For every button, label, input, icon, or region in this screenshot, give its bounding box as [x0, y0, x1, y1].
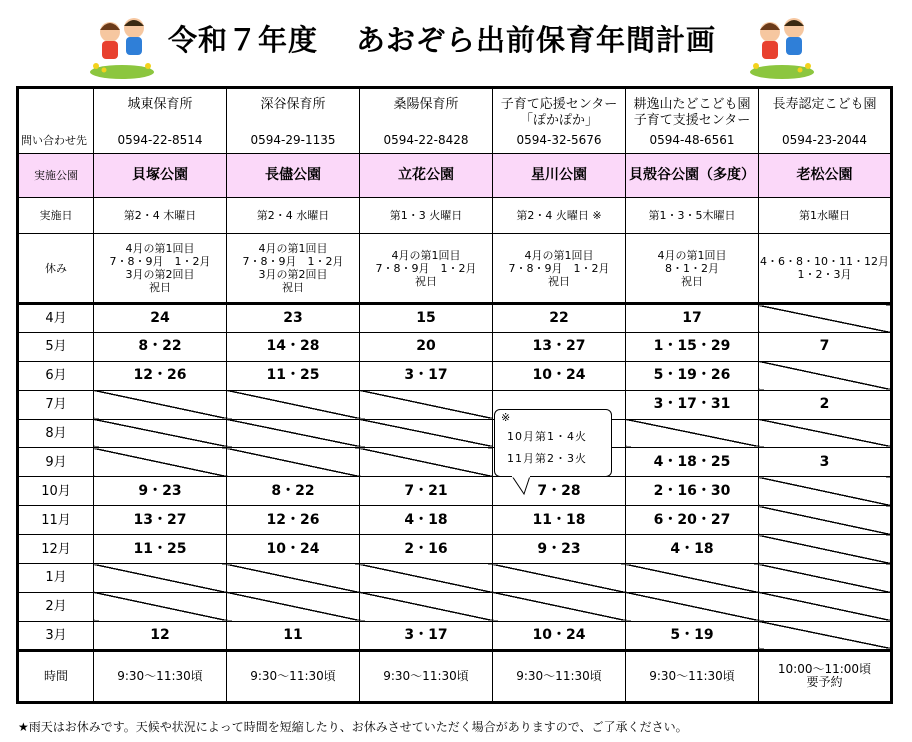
day-label-text: 実施日	[39, 209, 73, 222]
month-cell: 9・23	[94, 477, 227, 506]
month-cell: 11・25	[227, 361, 360, 390]
rest-cell	[493, 234, 626, 304]
month-cell-none	[759, 592, 892, 621]
facility-name	[227, 97, 359, 113]
facility-tel: 0594-23-2044	[781, 133, 867, 147]
month-row	[18, 621, 892, 650]
rest-line: 4月の第1回目	[657, 248, 727, 262]
month-cell-none	[759, 506, 892, 535]
month-cell-none	[626, 419, 759, 448]
day-label	[18, 198, 94, 234]
note-callout	[494, 409, 612, 477]
facility-tel: 0594-29-1135	[250, 133, 336, 147]
time-cell	[94, 650, 227, 702]
page-title	[168, 18, 716, 59]
month-row	[18, 361, 892, 390]
month-cell-none	[759, 564, 892, 593]
facility-tel: 0594-22-8514	[117, 133, 203, 147]
month-cell: 15	[360, 304, 493, 333]
month-cell: 8・22	[94, 332, 227, 361]
facility-name-line: 長寿認定こども園	[772, 97, 877, 112]
rest-line: 3月の第2回目	[125, 268, 195, 281]
month-cell: 7	[759, 332, 892, 361]
time-cell	[493, 650, 626, 702]
rest-line: 7・8・9月 1・2月	[375, 261, 477, 275]
facility-tel: 0594-22-8428	[383, 133, 469, 147]
month-cell: 2	[759, 390, 892, 419]
month-cell: 20	[360, 332, 493, 361]
month-label-text: 6月	[45, 368, 67, 384]
time-line: 9:30～11:30頃	[516, 668, 602, 683]
day-cell: 第1・3 火曜日	[360, 198, 493, 234]
facility-name	[360, 97, 492, 113]
month-label-text: 8月	[45, 426, 67, 441]
month-row	[18, 448, 892, 477]
park-label-text: 実施公園	[34, 169, 78, 182]
note-mark: ※	[501, 411, 511, 424]
facility-name-line: 子育て応援センター	[500, 97, 618, 112]
month-row	[18, 304, 892, 333]
month-cell: 4・18	[360, 506, 493, 535]
month-cell: 23	[227, 304, 360, 333]
month-cell: 3・17	[360, 621, 493, 650]
time-label-text: 時間	[43, 668, 68, 683]
facility-name-line: 桑陽保育所	[393, 97, 459, 112]
month-cell: 13・27	[94, 506, 227, 535]
rest-line: 祝日	[681, 274, 703, 288]
month-cell: 4・18	[626, 535, 759, 564]
month-cell-none	[493, 564, 626, 593]
month-cell-none	[759, 477, 892, 506]
month-cell-none	[759, 621, 892, 650]
facility-name-line: 「ぽかぽか」	[519, 113, 598, 128]
month-label-text: 11月	[41, 512, 71, 528]
contact-label-cell	[18, 88, 94, 154]
time-line: 9:30～11:30頃	[117, 668, 203, 683]
month-cell-none	[626, 592, 759, 621]
month-cell: 9・23	[493, 535, 626, 564]
month-cell-none	[759, 419, 892, 448]
month-cell: 3・17	[360, 361, 493, 390]
children-illustration-icon	[748, 8, 816, 80]
rest-row	[18, 234, 892, 304]
rest-line: 祝日	[282, 281, 304, 294]
month-row	[18, 535, 892, 564]
rest-line: 3月の第2回目	[258, 268, 328, 281]
facility-name-line: 子育て支援センター	[633, 113, 751, 128]
month-cell: 3	[759, 448, 892, 477]
facility-cell	[360, 88, 493, 154]
month-cell-none	[227, 564, 360, 593]
month-cell-none	[94, 564, 227, 593]
month-cell-none	[360, 419, 493, 448]
month-label	[18, 361, 94, 390]
facility-cell	[626, 88, 759, 154]
header	[0, 0, 912, 86]
month-cell: 12・26	[227, 506, 360, 535]
children-illustration-icon	[88, 8, 156, 80]
rest-cell	[759, 234, 892, 304]
footnote: ★雨天はお休みです。天候や状況によって時間を短縮したり、お休みさせていただく場合がありますので、ご了承ください。	[18, 720, 688, 734]
facility-cell	[759, 88, 892, 154]
rest-line: 8・1・2月	[665, 261, 719, 275]
month-label	[18, 506, 94, 535]
month-cell-none	[360, 390, 493, 419]
month-label	[18, 332, 94, 361]
park-label	[18, 154, 94, 198]
facility-name	[626, 97, 758, 129]
month-row	[18, 477, 892, 506]
facility-name	[94, 97, 226, 113]
month-cell: 11・18	[493, 506, 626, 535]
month-label	[18, 535, 94, 564]
facility-name	[759, 97, 890, 113]
facility-name	[493, 97, 625, 129]
facility-row	[18, 88, 892, 154]
contact-label: 問い合わせ先	[21, 134, 87, 147]
month-cell: 6・20・27	[626, 506, 759, 535]
month-cell: 10・24	[493, 621, 626, 650]
time-line: 10:00～11:00頃	[777, 662, 872, 677]
park-cell: 貝殻谷公園（多度）	[626, 154, 759, 198]
rest-line: 4月の第1回目	[258, 242, 328, 255]
month-label	[18, 477, 94, 506]
month-cell: 11・25	[94, 535, 227, 564]
month-label	[18, 304, 94, 333]
month-cell: 5・19	[626, 621, 759, 650]
month-row	[18, 592, 892, 621]
month-cell-none	[227, 419, 360, 448]
time-line: 9:30～11:30頃	[649, 668, 735, 683]
month-cell-none	[493, 592, 626, 621]
month-cell-none	[94, 448, 227, 477]
month-cell: 11	[227, 621, 360, 650]
month-label	[18, 448, 94, 477]
facility-cell	[493, 88, 626, 154]
rest-line: 7・8・9月 1・2月	[242, 255, 344, 268]
month-label-text: 4月	[45, 310, 67, 326]
month-cell: 14・28	[227, 332, 360, 361]
month-cell: 12・26	[94, 361, 227, 390]
month-label-text: 10月	[41, 483, 71, 499]
month-label-text: 9月	[45, 454, 67, 470]
facility-name-line: 深谷保育所	[260, 97, 326, 112]
month-label-text: 7月	[45, 397, 67, 413]
month-cell-none	[227, 390, 360, 419]
month-label-text: 5月	[45, 339, 67, 355]
park-cell: 立花公園	[360, 154, 493, 198]
month-cell-none	[360, 448, 493, 477]
title-main: あおぞら出前保育年間計画	[356, 23, 717, 57]
facility-cell	[94, 88, 227, 154]
month-cell-none	[94, 390, 227, 419]
rest-cell	[360, 234, 493, 304]
facility-tel: 0594-32-5676	[516, 133, 602, 147]
note-line-1: 10月第1・4火	[507, 430, 587, 443]
rest-line: 祝日	[149, 281, 171, 294]
month-cell-none	[227, 592, 360, 621]
month-cell: 13・27	[493, 332, 626, 361]
time-cell	[360, 650, 493, 702]
month-row	[18, 390, 892, 419]
day-cell: 第2・4 木曜日	[94, 198, 227, 234]
rest-line: 4月の第1回目	[391, 248, 461, 262]
month-cell-none	[759, 361, 892, 390]
rest-cell	[94, 234, 227, 304]
month-label-text: 2月	[45, 599, 67, 615]
month-cell-none	[94, 592, 227, 621]
month-row	[18, 332, 892, 361]
month-cell: 24	[94, 304, 227, 333]
month-cell-none	[227, 448, 360, 477]
facility-tel: 0594-48-6561	[649, 133, 735, 147]
time-row	[18, 650, 892, 702]
schedule-body	[18, 88, 892, 703]
month-cell: 4・18・25	[626, 448, 759, 477]
rest-cell	[227, 234, 360, 304]
month-label	[18, 390, 94, 419]
month-label	[18, 419, 94, 448]
month-cell: 10・24	[227, 535, 360, 564]
day-cell: 第1水曜日	[759, 198, 892, 234]
day-cell: 第2・4 火曜日 ※	[493, 198, 626, 234]
title-year: 令和７年度	[168, 23, 319, 57]
month-cell: 8・22	[227, 477, 360, 506]
park-row	[18, 154, 892, 198]
month-cell: 2・16	[360, 535, 493, 564]
park-cell: 貝塚公園	[94, 154, 227, 198]
month-cell: 5・19・26	[626, 361, 759, 390]
day-cell: 第1・3・5木曜日	[626, 198, 759, 234]
month-row	[18, 506, 892, 535]
month-label-text: 3月	[45, 627, 67, 643]
rest-line: 7・8・9月 1・2月	[109, 255, 211, 268]
facility-cell	[227, 88, 360, 154]
time-line: 要予約	[806, 675, 843, 690]
month-cell: 12	[94, 621, 227, 650]
time-cell	[759, 650, 892, 702]
month-cell: 7・28	[493, 477, 626, 506]
month-cell: 22	[493, 304, 626, 333]
facility-name-line: 城東保育所	[127, 97, 193, 112]
rest-line: 祝日	[415, 274, 437, 288]
park-cell: 星川公園	[493, 154, 626, 198]
month-cell: 7・21	[360, 477, 493, 506]
rest-line: 7・8・9月 1・2月	[508, 261, 610, 275]
park-cell: 老松公園	[759, 154, 892, 198]
month-row	[18, 564, 892, 593]
month-cell: 2・16・30	[626, 477, 759, 506]
rest-label	[18, 234, 94, 304]
rest-line: 4・6・8・10・11・12月	[760, 255, 889, 268]
month-label	[18, 564, 94, 593]
rest-line: 1・2・3月	[797, 268, 852, 281]
month-cell-none	[626, 564, 759, 593]
callout-tail	[510, 476, 532, 496]
schedule-table	[16, 86, 893, 704]
month-label	[18, 592, 94, 621]
month-label-text: 12月	[41, 541, 71, 557]
month-cell-none	[360, 564, 493, 593]
rest-label-text: 休み	[45, 261, 67, 275]
rest-line: 4月の第1回目	[524, 248, 594, 262]
month-label	[18, 621, 94, 650]
time-line: 9:30～11:30頃	[250, 668, 336, 683]
month-cell-none	[94, 419, 227, 448]
month-cell-none	[759, 304, 892, 333]
month-cell: 1・15・29	[626, 332, 759, 361]
month-cell: 17	[626, 304, 759, 333]
month-label-text: 1月	[45, 570, 67, 586]
day-cell: 第2・4 水曜日	[227, 198, 360, 234]
note-line-2: 11月第2・3火	[507, 452, 587, 465]
facility-name-line: 耕逸山たどこども園	[633, 97, 751, 112]
rest-cell	[626, 234, 759, 304]
month-cell-none	[759, 535, 892, 564]
month-cell-none	[360, 592, 493, 621]
day-row	[18, 198, 892, 234]
month-cell: 10・24	[493, 361, 626, 390]
rest-line: 4月の第1回目	[125, 242, 195, 255]
time-cell	[227, 650, 360, 702]
park-cell: 長儘公園	[227, 154, 360, 198]
month-row	[18, 419, 892, 448]
time-label	[18, 650, 94, 702]
time-cell	[626, 650, 759, 702]
rest-line: 祝日	[548, 274, 570, 288]
time-line: 9:30～11:30頃	[383, 668, 469, 683]
month-cell: 3・17・31	[626, 390, 759, 419]
